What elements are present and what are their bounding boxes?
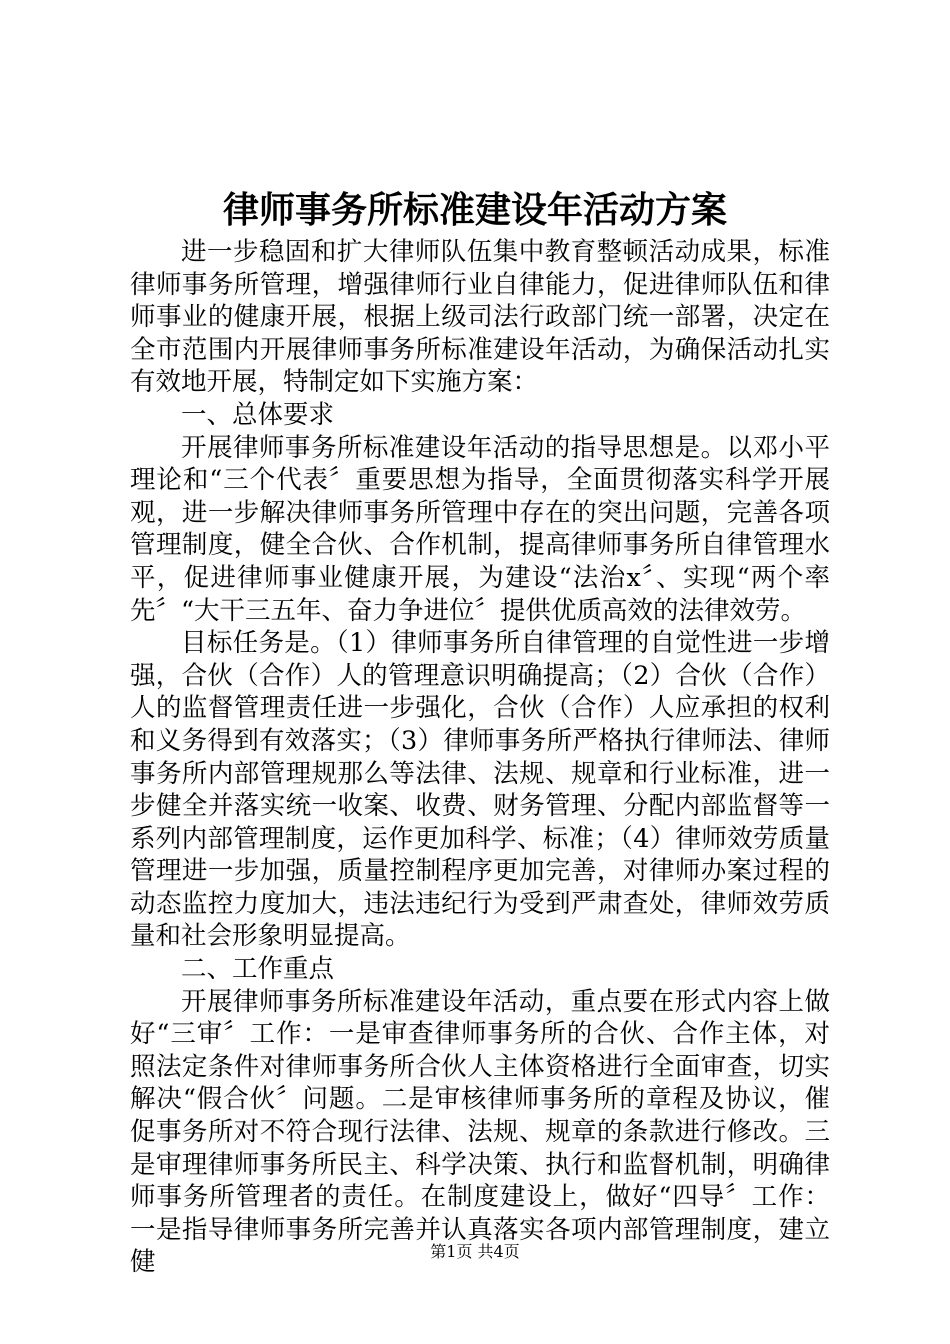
section-heading-general-requirements: 一、总体要求: [181, 399, 335, 430]
work-focus-paragraph: 开展律师事务所标准建设年活动，重点要在形式内容上做好“三审〞工作：一是审查律师事务所的合伙、合作主体，对照法定条件对律师事务所合伙人主体资格进行全面审查，切实解决“假合伙〞问题。二是审核律师事务所的章程及协议，催促事务所对不符合现行法律、法规、规章的条款进行修改。三是审理律师事务所民主、科学决策、执行和监督机制，明确律师事务所管理者的责任。在制度建设上，做好“四导〞工作：一是指导律师事务所完善并认真落实各项内部管理制度，建立健: [130, 986, 830, 1278]
document-body: [130, 236, 830, 1279]
guiding-thought-paragraph: 开展律师事务所标准建设年活动的指导思想是。以邓小平理论和“三个代表〞重要思想为指导，全面贯彻落实科学开展观，进一步解决律师事务所管理中存在的突出问题，完善各项管理制度，健全合伙、合作机制，提高律师事务所自律管理水平，促进律师事业健康开展，为建设“法治x〞、实现“两个率先〞“大干三五年、奋力争进位〞提供优质高效的法律效劳。: [130, 432, 830, 626]
section-heading-work-focus: 二、工作重点: [181, 954, 335, 985]
intro-paragraph: 进一步稳固和扩大律师队伍集中教育整顿活动成果，标准律师事务所管理，增强律师行业自律能力，促进律师队伍和律师事业的健康开展，根据上级司法行政部门统一部署，决定在全市范围内开展律师事务所标准建设年活动，为确保活动扎实有效地开展，特制定如下实施方案：: [130, 237, 830, 398]
page-number: 第1页 共4页: [430, 1242, 520, 1261]
document-title: 律师事务所标准建设年活动方案: [222, 189, 727, 231]
target-tasks-paragraph: 目标任务是。（1）律师事务所自律管理的自觉性进一步增强，合伙（合作）人的管理意识明确提高；（2）合伙（合作）人的监督管理责任进一步强化，合伙（合作）人应承担的权利和义务得到有效落实；（3）律师事务所严格执行律师法、律师事务所内部管理规那么等法律、法规、规章和行业标准，进一步健全并落实统一收案、收费、财务管理、分配内部监督等一系列内部管理制度，运作更加科学、标准；（4）律师效劳质量管理进一步加强，质量控制程序更加完善，对律师办案过程的动态监控力度加大，违法违纪行为受到严肃查处，律师效劳质量和社会形象明显提高。: [130, 628, 830, 952]
